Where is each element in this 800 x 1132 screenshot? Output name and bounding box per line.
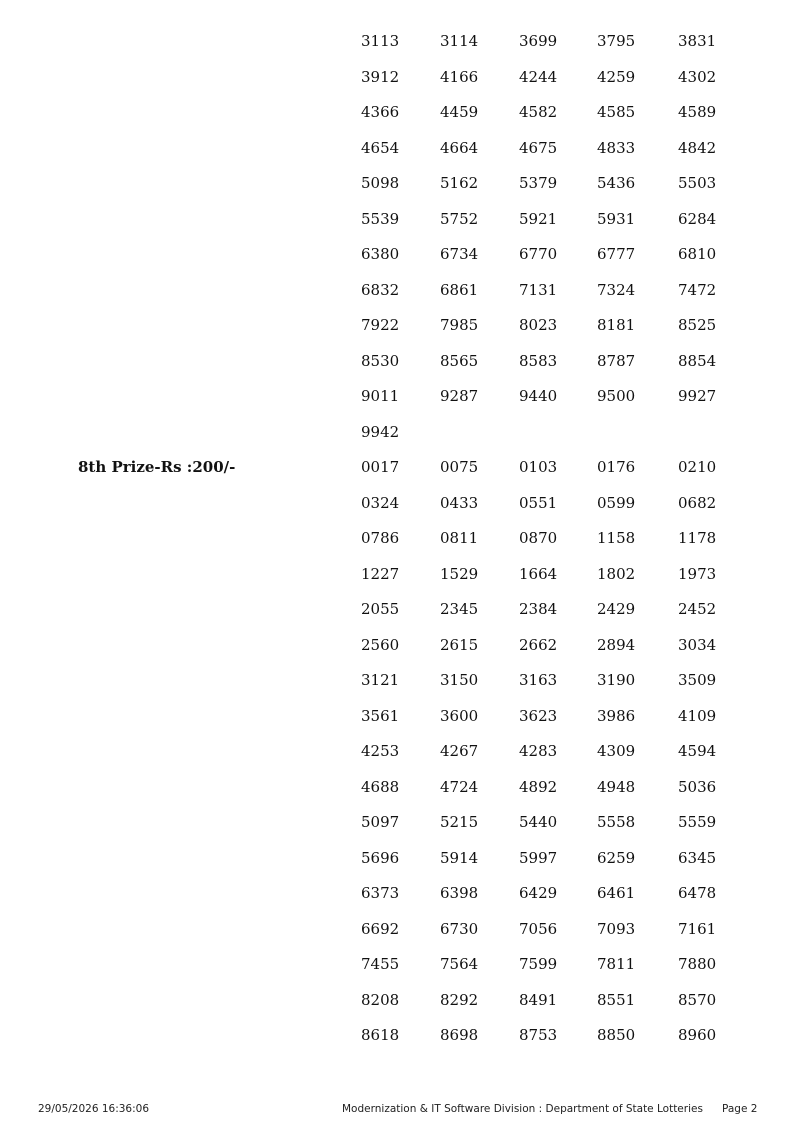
winning-number: 6777 (597, 245, 636, 263)
winning-number: 4283 (519, 742, 558, 760)
result-row (0, 881, 800, 905)
result-row (0, 1023, 800, 1047)
winning-number: 0017 (361, 458, 400, 476)
winning-number: 3831 (678, 32, 717, 50)
winning-number: 0551 (519, 493, 558, 512)
winning-number: 6810 (678, 245, 717, 263)
winning-number: 2345 (440, 600, 479, 618)
footer-page-number: Page 2 (722, 1103, 758, 1115)
winning-number: 5921 (519, 209, 558, 228)
winning-number: 9011 (361, 387, 400, 405)
winning-number: 6770 (519, 245, 558, 263)
winning-number: 5097 (361, 813, 400, 831)
winning-number: 1973 (678, 564, 717, 583)
winning-number: 2662 (519, 635, 558, 654)
winning-number: 4654 (361, 138, 400, 157)
winning-number: 4892 (519, 777, 558, 796)
winning-number: 0103 (519, 458, 558, 476)
winning-number: 0682 (678, 493, 717, 512)
winning-number: 5036 (678, 777, 717, 796)
winning-number: 1178 (678, 529, 717, 547)
winning-number: 7131 (519, 280, 558, 299)
winning-number: 5696 (361, 848, 400, 867)
winning-number: 0324 (361, 493, 400, 512)
winning-number: 3561 (361, 706, 400, 725)
winning-number: 6692 (361, 919, 400, 938)
winning-number: 6461 (597, 884, 636, 902)
result-row (0, 455, 800, 479)
result-row (0, 526, 800, 550)
winning-number: 0786 (361, 529, 400, 547)
winning-number: 7472 (678, 280, 717, 299)
winning-number: 3912 (361, 67, 400, 86)
winning-number: 0870 (519, 529, 558, 547)
winning-number: 7056 (519, 919, 558, 938)
winning-number: 1529 (440, 564, 479, 583)
winning-number: 4589 (678, 103, 717, 121)
winning-number: 4688 (361, 777, 400, 796)
winning-number: 6259 (597, 848, 636, 867)
winning-number: 3986 (597, 706, 636, 725)
winning-number: 3699 (519, 32, 558, 50)
footer-datetime: 29/05/2026 16:36:06 (38, 1103, 150, 1115)
winning-number: 6861 (440, 280, 479, 299)
winning-number: 3114 (440, 32, 479, 50)
result-row (0, 597, 800, 621)
winning-number: 7324 (597, 280, 636, 299)
winning-number: 3150 (440, 671, 479, 689)
winning-number: 9500 (597, 387, 636, 405)
winning-number: 8787 (597, 351, 636, 370)
winning-number: 2894 (597, 635, 636, 654)
winning-number: 9927 (678, 387, 717, 405)
result-row (0, 917, 800, 941)
winning-number: 7985 (440, 316, 479, 334)
winning-number: 3034 (678, 635, 717, 654)
result-row (0, 420, 800, 444)
winning-number: 8698 (440, 1026, 479, 1044)
result-row (0, 349, 800, 373)
winning-number: 2055 (361, 600, 400, 618)
winning-number: 2452 (678, 600, 717, 618)
winning-number: 6429 (519, 884, 558, 902)
winning-number: 3623 (519, 706, 558, 725)
winning-number: 8753 (519, 1026, 558, 1044)
winning-number: 6478 (678, 884, 717, 902)
winning-number: 8570 (678, 990, 717, 1009)
winning-number: 5914 (440, 848, 479, 867)
winning-number: 0176 (597, 458, 636, 476)
winning-number: 4842 (678, 138, 717, 157)
winning-number: 6398 (440, 884, 479, 902)
winning-number: 1802 (597, 564, 636, 583)
winning-number: 4253 (361, 742, 400, 760)
winning-number: 7564 (440, 955, 479, 973)
result-row (0, 100, 800, 124)
winning-number: 5931 (597, 209, 636, 228)
winning-number: 5558 (597, 813, 636, 831)
result-row (0, 242, 800, 266)
result-row (0, 810, 800, 834)
winning-number: 4594 (678, 742, 717, 760)
winning-number: 8583 (519, 351, 558, 370)
winning-number: 3163 (519, 671, 558, 689)
winning-number: 8208 (361, 990, 400, 1009)
winning-number: 4459 (440, 103, 479, 121)
winning-number: 4259 (597, 67, 636, 86)
winning-number: 8960 (678, 1026, 717, 1044)
winning-number: 8525 (678, 316, 717, 334)
winning-number: 4309 (597, 742, 636, 760)
winning-number: 3795 (597, 32, 636, 50)
winning-number: 1227 (361, 564, 400, 583)
winning-number: 8023 (519, 316, 558, 334)
result-row (0, 384, 800, 408)
winning-number: 9287 (440, 387, 479, 405)
winning-number: 7599 (519, 955, 558, 973)
winning-number: 9440 (519, 387, 558, 405)
winning-number: 4366 (361, 103, 400, 121)
winning-number: 2384 (519, 600, 558, 618)
winning-number: 5215 (440, 813, 479, 831)
winning-number: 4585 (597, 103, 636, 121)
winning-number: 7811 (597, 955, 636, 973)
winning-number: 4724 (440, 777, 479, 796)
winning-number: 8850 (597, 1026, 636, 1044)
winning-number: 7880 (678, 955, 717, 973)
winning-number: 8530 (361, 351, 400, 370)
winning-number: 4948 (597, 777, 636, 796)
winning-number: 8551 (597, 990, 636, 1009)
winning-number: 6345 (678, 848, 717, 867)
winning-number: 3121 (361, 671, 400, 689)
result-row (0, 846, 800, 870)
result-row (0, 704, 800, 728)
winning-number: 4675 (519, 138, 558, 157)
winning-number: 7455 (361, 955, 400, 973)
winning-number: 4166 (440, 67, 479, 86)
winning-number: 4833 (597, 138, 636, 157)
winning-number: 6730 (440, 919, 479, 938)
winning-number: 4109 (678, 706, 717, 725)
winning-number: 4302 (678, 67, 717, 86)
winning-number: 8491 (519, 990, 558, 1009)
winning-number: 3509 (678, 671, 717, 689)
result-row (0, 633, 800, 657)
winning-number: 3190 (597, 671, 636, 689)
winning-number: 0599 (597, 493, 636, 512)
winning-number: 8181 (597, 316, 636, 334)
winning-number: 2429 (597, 600, 636, 618)
winning-number: 5162 (440, 174, 479, 192)
winning-number: 0433 (440, 493, 479, 512)
winning-number: 6734 (440, 245, 479, 263)
result-row (0, 313, 800, 337)
winning-number: 5503 (678, 174, 717, 192)
result-row (0, 207, 800, 231)
result-row (0, 171, 800, 195)
winning-number: 4582 (519, 103, 558, 121)
winning-number: 2615 (440, 635, 479, 654)
winning-number: 1158 (597, 529, 636, 547)
winning-number: 7922 (361, 316, 400, 334)
winning-number: 1664 (519, 564, 558, 583)
footer-division: Modernization & IT Software Division : Department of State Lotteries (342, 1103, 703, 1115)
winning-number: 4267 (440, 742, 479, 760)
result-row (0, 739, 800, 763)
winning-number: 6284 (678, 209, 717, 228)
winning-number: 9942 (361, 422, 400, 441)
winning-number: 8854 (678, 351, 717, 370)
winning-number: 8618 (361, 1026, 400, 1044)
winning-number: 5997 (519, 848, 558, 867)
result-row (0, 136, 800, 160)
winning-number: 5559 (678, 813, 717, 831)
result-row (0, 65, 800, 89)
winning-number: 5379 (519, 174, 558, 192)
winning-number: 8565 (440, 351, 479, 370)
result-row (0, 952, 800, 976)
result-row (0, 562, 800, 586)
winning-number: 2560 (361, 635, 400, 654)
result-row (0, 278, 800, 302)
result-row (0, 491, 800, 515)
winning-number: 5436 (597, 174, 636, 192)
result-row (0, 775, 800, 799)
winning-number: 0811 (440, 529, 479, 547)
winning-number: 3600 (440, 706, 479, 725)
winning-number: 7093 (597, 919, 636, 938)
winning-number: 4244 (519, 67, 558, 86)
winning-number: 5098 (361, 174, 400, 192)
winning-number: 6380 (361, 245, 400, 263)
winning-number: 0075 (440, 458, 479, 476)
winning-number: 6373 (361, 884, 400, 902)
result-row (0, 29, 800, 53)
winning-number: 3113 (361, 32, 400, 50)
winning-number: 7161 (678, 919, 717, 938)
prize-label: 8th Prize-Rs :200/- (78, 458, 236, 476)
winning-number: 8292 (440, 990, 479, 1009)
result-row (0, 668, 800, 692)
winning-number: 6832 (361, 280, 400, 299)
winning-number: 0210 (678, 458, 717, 476)
winning-number: 5440 (519, 813, 558, 831)
winning-number: 5539 (361, 209, 400, 228)
winning-number: 4664 (440, 138, 479, 157)
result-row (0, 988, 800, 1012)
winning-number: 5752 (440, 209, 479, 228)
